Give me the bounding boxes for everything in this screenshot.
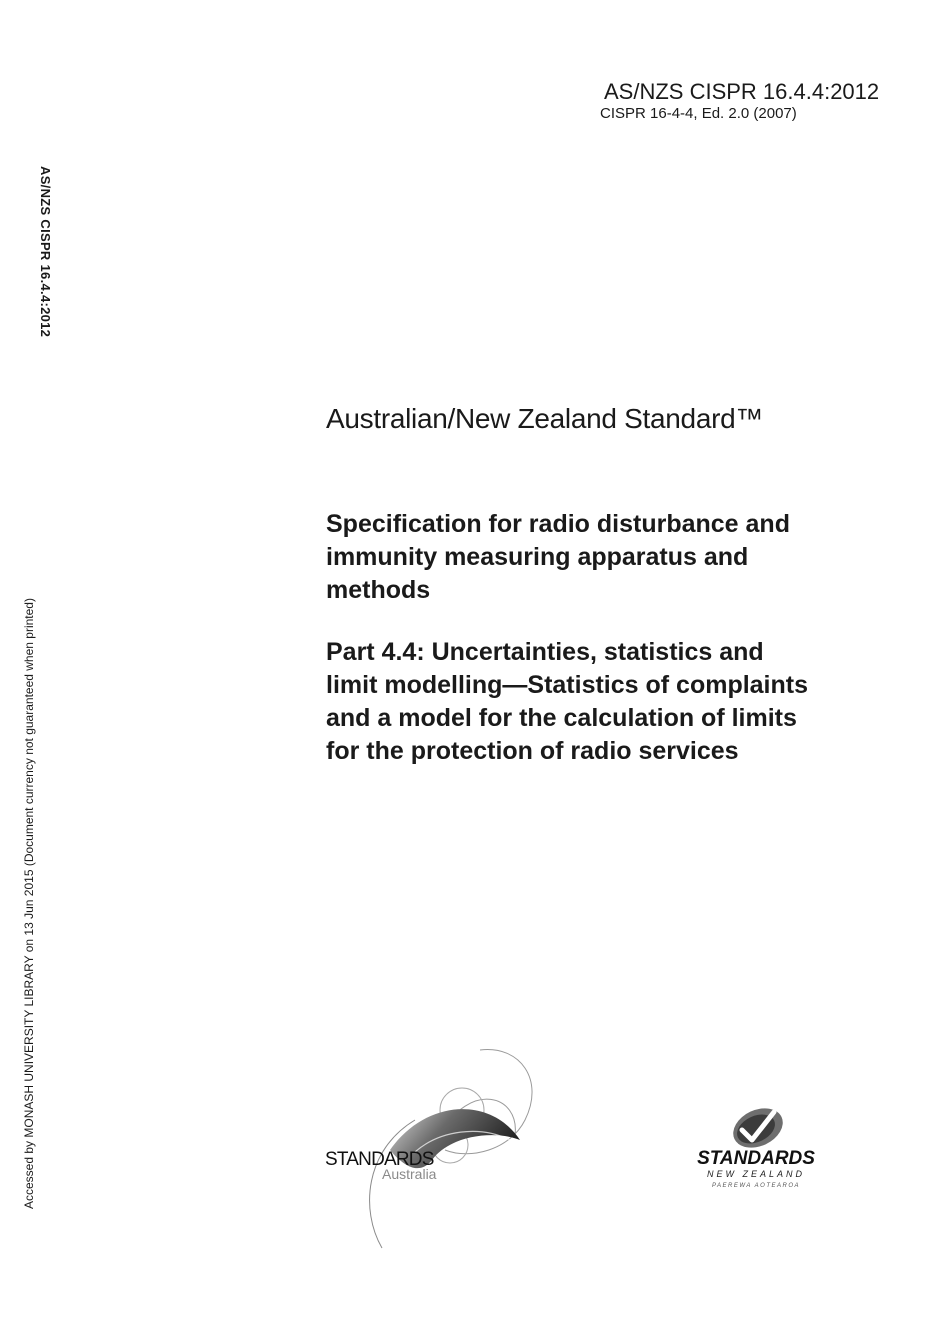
standard-type: Australian/New Zealand Standard™ bbox=[326, 403, 764, 434]
part-line: for the protection of radio services bbox=[326, 737, 739, 765]
title-line: methods bbox=[326, 576, 431, 604]
spine-label: AS/NZS CISPR 16.4.4:2012 bbox=[38, 166, 53, 338]
sa-logo-subword: Australia bbox=[382, 1166, 437, 1182]
part-title bbox=[326, 636, 926, 768]
snz-logo-maori: PAEREWA AOTEAROA bbox=[711, 1183, 801, 1189]
snz-logo-subword: NEW ZEALAND bbox=[706, 1169, 806, 1179]
standard-title bbox=[326, 508, 926, 607]
snz-logo-word: STANDARDS bbox=[697, 1148, 815, 1169]
standards-nz-logo bbox=[676, 1100, 836, 1190]
access-notice: Accessed by MONASH UNIVERSITY LIBRARY on 13 Jun 2015 (Document currency not guaranteed when printed) bbox=[22, 598, 36, 1209]
title-line: immunity measuring apparatus and bbox=[326, 543, 749, 571]
standard-number: AS/NZS CISPR 16.4.4:2012 bbox=[604, 79, 880, 104]
part-line: Part 4.4: Uncertainties, statistics and bbox=[326, 638, 764, 666]
standards-australia-logo bbox=[320, 1040, 550, 1255]
part-line: limit modelling—Statistics of complaints bbox=[326, 671, 809, 699]
international-reference: CISPR 16-4-4, Ed. 2.0 (2007) bbox=[600, 105, 797, 122]
sa-logo-word: STANDARDS bbox=[325, 1149, 434, 1170]
part-line: and a model for the calculation of limits bbox=[326, 704, 797, 732]
title-line: Specification for radio disturbance and bbox=[326, 510, 790, 538]
